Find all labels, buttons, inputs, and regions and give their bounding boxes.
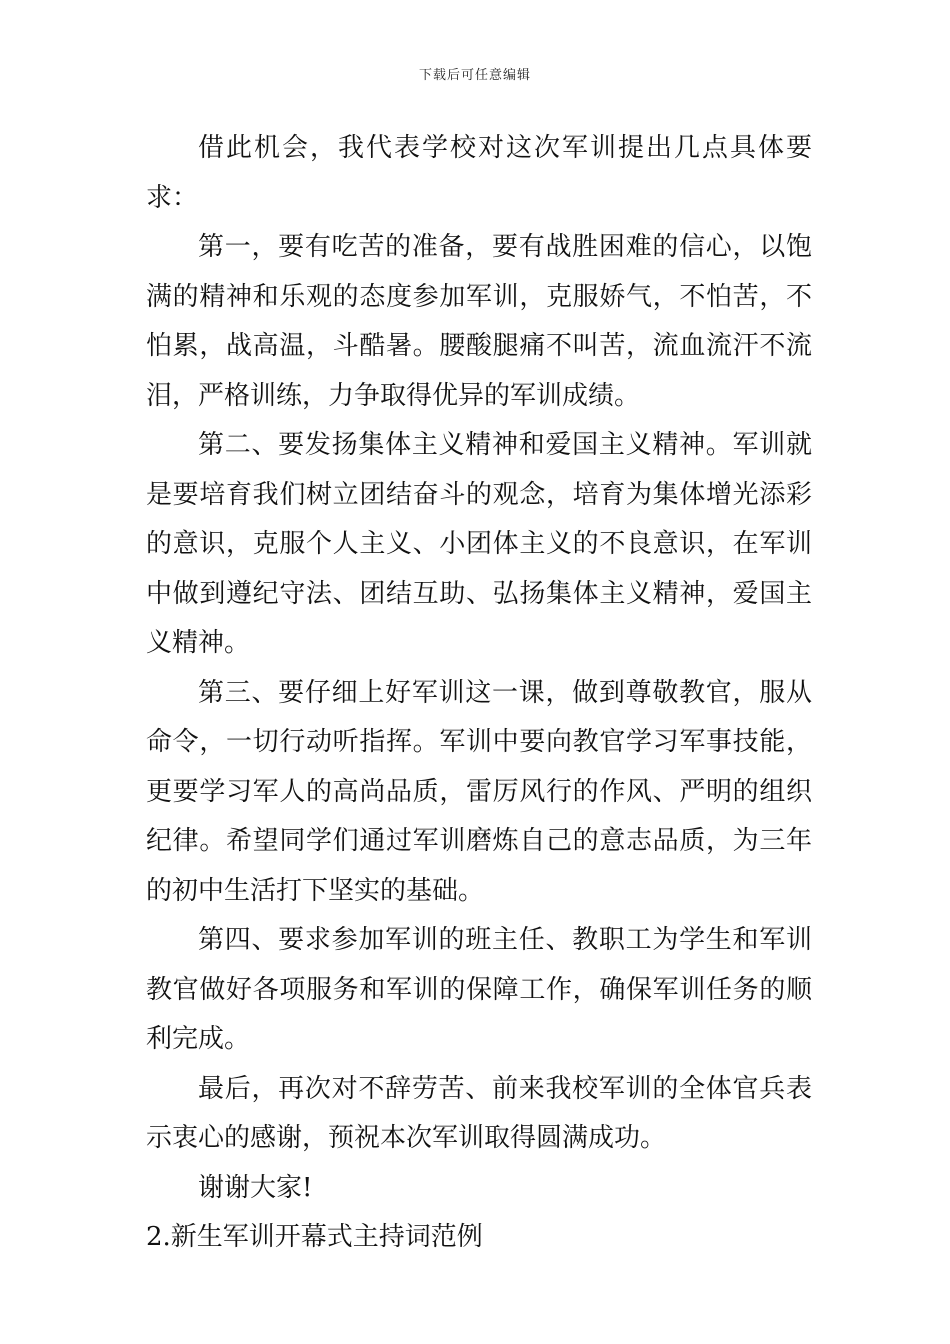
paragraph-first-requirement: 第一，要有吃苦的准备，要有战胜困难的信心，以饱满的精神和乐观的态度参加军训，克服娇气，不怕苦，不怕累，战高温，斗酷暑。腰酸腿痛不叫苦，流血流汗不流泪，严格训练，力争取得优异的军训成绩。 [146,232,812,411]
section-heading: 2.新生军训开幕式主持词范例 [146,1222,483,1252]
document-body [146,124,812,1263]
paragraph-closing: 最后，再次对不辞劳苦、前来我校军训的全体官兵表示衷心的感谢，预祝本次军训取得圆满成功。 [146,1073,812,1153]
paragraph-third-requirement: 第三、要仔细上好军训这一课，做到尊敬教官，服从命令，一切行动听指挥。军训中要向教官学习军事技能，更要学习军人的高尚品质，雷厉风行的作风、严明的组织纪律。希望同学们通过军训磨炼自己的意志品质，为三年的初中生活打下坚实的基础。 [146,677,812,906]
paragraph-fourth-requirement: 第四、要求参加军训的班主任、教职工为学生和军训教官做好各项服务和军训的保障工作，确保军训任务的顺利完成。 [146,925,812,1054]
paragraph-thanks: 谢谢大家! [198,1172,313,1203]
paragraph-second-requirement: 第二、要发扬集体主义精神和爱国主义精神。军训就是要培育我们树立团结奋斗的观念，培育为集体增光添彩的意识，克服个人主义、小团体主义的不良意识，在军训中做到遵纪守法、团结互助、弘扬集体主义精神，爱国主义精神。 [146,430,812,658]
paragraph-intro: 借此机会，我代表学校对这次军训提出几点具体要求： [146,133,812,213]
page-header: 下载后可任意编辑 [418,68,531,83]
